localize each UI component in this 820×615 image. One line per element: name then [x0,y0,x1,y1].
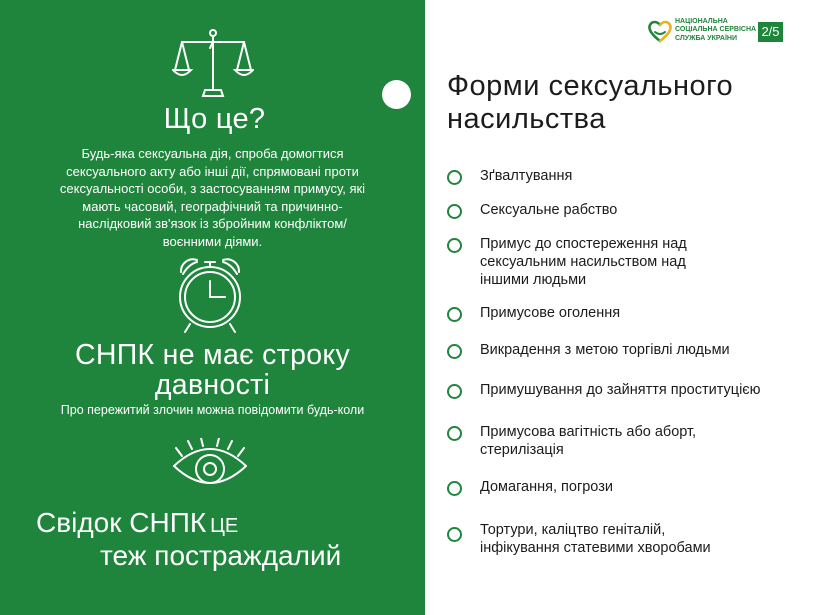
circle-bullet-icon [447,238,462,253]
list-item-text: Примушування до зайняття проституцією [480,382,761,398]
section1-line: воєнними діями. [162,233,263,249]
logo [647,17,807,45]
section2-heading-line: СНПК не має строку [74,339,351,371]
page-title-line: Форми сексуального [447,70,734,102]
section1-line: Будь-яка сексуальна дія, спроба домогтися [81,146,344,161]
scales-icon [172,28,254,100]
page-indicator: 2/5 [758,22,783,42]
circle-bullet-icon [447,426,462,441]
section3-line1-small: ЦЕ [210,515,239,537]
list-item-text: Домагання, погрози [480,479,613,495]
logo-text: НАЦІОНАЛЬНА СОЦІАЛЬНА СЕРВІСНА СЛУЖБА УКРАЇНИ [675,18,757,42]
circle-bullet-icon [447,344,462,359]
eye-icon [170,438,250,496]
list-item-text: Викрадення з метою торгівлі людьми [480,342,730,358]
right-panel [425,0,820,615]
list-item-text: іншими людьми [480,272,587,288]
section1-line: сексуального акту або інші дії, спрямовані проти [66,163,359,179]
section1-heading: Що це? [163,103,266,135]
alarm-clock-icon [175,254,245,334]
section3-line1 [36,507,238,539]
section1-line: мають часовий, географічний та причинно- [82,198,343,214]
list-item-text: сексуальним насильством над [480,254,686,270]
section1-text [0,145,425,250]
list-item-text: стерилізація [480,442,564,458]
heart-logo-icon [647,19,673,43]
list-item-text: Примус до спостереження над [480,236,687,252]
page-title [447,70,733,136]
section2-heading-line: давності [154,369,271,401]
section1-line: наслідковий зв'язок із збройним конфліктом/ [78,216,347,231]
circle-bullet-icon [447,307,462,322]
circle-bullet-icon [447,204,462,219]
section3-line2: теж постраждалий [100,540,342,571]
page-title-line: насильства [447,103,606,135]
section3-line1-text: Свідок СНПК [36,507,207,538]
section1-line: сексуальності особи, з застосуванням примусу, які [59,181,366,196]
list-item-text: Примусова вагітність або аборт, [480,424,697,440]
section2-subtext: Про пережитий злочин можна повідомити будь-коли [60,403,365,417]
circle-bullet-icon [447,481,462,496]
white-dot-decoration [382,80,411,109]
list-item-text: Зґвалтування [480,168,573,184]
circle-bullet-icon [447,527,462,542]
list-item-text: Сексуальне рабство [480,202,618,218]
list-item-text: Примусове оголення [480,305,621,321]
section2-heading [0,340,425,400]
list-item-text: Тортури, каліцтво геніталій, [480,522,666,538]
list-item-text: інфікування статевими хворобами [480,540,711,556]
circle-bullet-icon [447,170,462,185]
circle-bullet-icon [447,384,462,399]
